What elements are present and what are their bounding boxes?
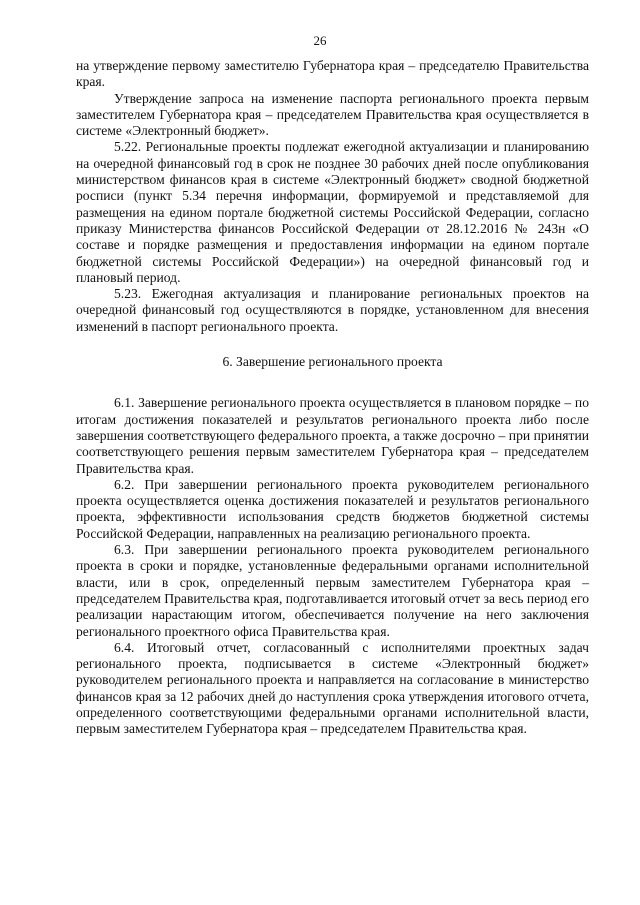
paragraph-6-2: 6.2. При завершении регионального проекта руководителем регионального проекта осуществляется оценка достижения показателей и результатов регионального проекта, эффективности использования средств бюджетов бюджетной системы Российской Федерации, направленных на реализацию регионального проекта.	[76, 476, 589, 541]
paragraph-continuation: на утверждение первому заместителю Губернатора края – председателю Правительства края.	[76, 58, 589, 90]
document-body	[76, 58, 589, 738]
paragraph-approval: Утверждение запроса на изменение паспорта регионального проекта первым заместителем Губернатора края – председателем Правительства края осуществляется в системе «Электронный бюджет».	[76, 90, 589, 139]
section-heading: 6. Завершение регионального проекта	[222, 354, 443, 370]
paragraph-6-3: 6.3. При завершении регионального проекта руководителем регионального проекта в сроки и порядке, установленные федеральными органами исполнительной власти, или в срок, определенный первым заместителем Губернатора края – председателем Правительства края, подготавливается итоговый отчет за весь период его реализации нарастающим итогом, обеспечивается получение на него заключения регионального проектного офиса Правительства края.	[76, 542, 589, 639]
page-number: 26	[313, 33, 327, 48]
paragraph-6-4: 6.4. Итоговый отчет, согласованный с исполнителями проектных задач регионального проекта, подписывается в системе «Электронный бюджет» руководителем регионального проекта и направляется на согласование в министерство финансов края за 12 рабочих дней до наступления срока утверждения итогового отчета, определенного соответствующими федеральными органами исполнительной власти, первым заместителем Губернатора края – председателем Правительства края.	[76, 639, 589, 737]
paragraph-6-1: 6.1. Завершение регионального проекта осуществляется в плановом порядке – по итогам достижения показателей и результатов регионального проекта либо после завершения соответствующего федерального проекта, а также досрочно – при принятии соответствующего решения первым заместителем Губернатора края – председателем Правительства края.	[76, 395, 589, 476]
paragraph-5-23: 5.23. Ежегодная актуализация и планирование региональных проектов на очередной финансовый год осуществляются в порядке, установленном для внесения изменений в паспорт регионального проекта.	[76, 286, 589, 334]
paragraph-5-22: 5.22. Региональные проекты подлежат ежегодной актуализации и планированию на очередной финансовый год в срок не позднее 30 рабочих дней после опубликования министерством финансов края в системе «Электронный бюджет» сводной бюджетной росписи (пункт 5.34 перечня информации, формируемой и представляемой для размещения на едином портале бюджетной системы Российской Федерации, согласно приказу Министерства финансов Российской Федерации от 28.12.2016 № 243н «О составе и порядке размещения и предоставления информации на едином портале бюджетной системы Российской Федерации») на очередной финансовый год и плановый период.	[76, 139, 589, 285]
